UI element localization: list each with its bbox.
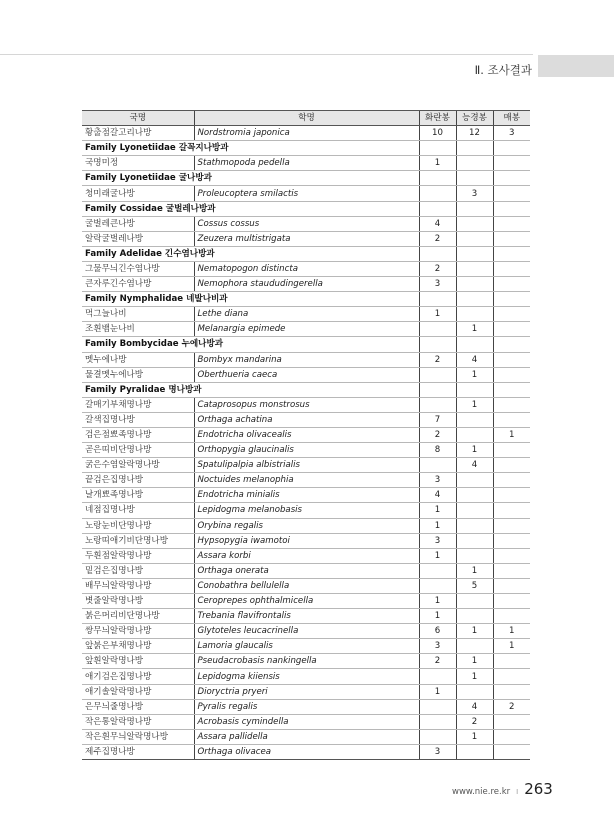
table-row bbox=[82, 744, 530, 759]
count-site-2: 1 bbox=[456, 367, 493, 382]
scientific-name: Lepidogma kiiensis bbox=[194, 669, 419, 684]
table-row bbox=[82, 714, 530, 729]
header-rule bbox=[0, 54, 533, 55]
count-site-1: 2 bbox=[419, 352, 456, 367]
scientific-name: Proleucoptera smilactis bbox=[194, 186, 419, 201]
scientific-name: Acrobasis cymindella bbox=[194, 714, 419, 729]
count-site-2: 4 bbox=[456, 699, 493, 714]
count-site-2: 1 bbox=[456, 443, 493, 458]
count-site-1: 1 bbox=[419, 503, 456, 518]
table-row bbox=[82, 684, 530, 699]
count-site-2 bbox=[456, 473, 493, 488]
count-cell bbox=[419, 382, 456, 397]
scientific-name: Zeuzera multistrigata bbox=[194, 231, 419, 246]
count-site-1 bbox=[419, 729, 456, 744]
count-site-1: 3 bbox=[419, 473, 456, 488]
count-site-2: 1 bbox=[456, 397, 493, 412]
korean-name: 청미래굴나방 bbox=[82, 186, 194, 201]
count-site-2: 3 bbox=[456, 186, 493, 201]
table-header-row bbox=[82, 111, 530, 126]
scientific-name: Oberthueria caeca bbox=[194, 367, 419, 382]
count-site-3 bbox=[493, 594, 530, 609]
count-site-2 bbox=[456, 503, 493, 518]
table-row bbox=[82, 458, 530, 473]
count-site-3 bbox=[493, 412, 530, 427]
table-row bbox=[82, 533, 530, 548]
count-site-1: 2 bbox=[419, 654, 456, 669]
count-site-1: 2 bbox=[419, 231, 456, 246]
korean-name: 애기검은집명나방 bbox=[82, 669, 194, 684]
scientific-name: Nemophora staududingerella bbox=[194, 277, 419, 292]
count-site-3 bbox=[493, 669, 530, 684]
count-site-1: 1 bbox=[419, 548, 456, 563]
count-site-2 bbox=[456, 744, 493, 759]
count-site-1: 1 bbox=[419, 156, 456, 171]
section-title: Ⅱ. 조사결과 bbox=[474, 63, 532, 77]
family-row bbox=[82, 141, 530, 156]
table-row bbox=[82, 563, 530, 578]
col-site-3: 매봉 bbox=[493, 111, 530, 126]
count-site-3 bbox=[493, 186, 530, 201]
count-site-2: 1 bbox=[456, 624, 493, 639]
family-label: Family Lyonetiidae 굴나방과 bbox=[82, 171, 419, 186]
scientific-name: Bombyx mandarina bbox=[194, 352, 419, 367]
table-row bbox=[82, 186, 530, 201]
scientific-name: Cossus cossus bbox=[194, 216, 419, 231]
korean-name: 작은통알락명나방 bbox=[82, 714, 194, 729]
count-cell bbox=[419, 141, 456, 156]
table-row bbox=[82, 654, 530, 669]
family-label: Family Nymphalidae 네발나비과 bbox=[82, 292, 419, 307]
count-site-1: 1 bbox=[419, 594, 456, 609]
table-row bbox=[82, 578, 530, 593]
family-row bbox=[82, 201, 530, 216]
scientific-name: Lethe diana bbox=[194, 307, 419, 322]
scientific-name: Dioryctria pryeri bbox=[194, 684, 419, 699]
count-site-2 bbox=[456, 594, 493, 609]
count-site-3 bbox=[493, 261, 530, 276]
count-site-2 bbox=[456, 277, 493, 292]
korean-name: 검은점뾰족명나방 bbox=[82, 427, 194, 442]
table-row bbox=[82, 352, 530, 367]
korean-name: 앞흰알락명나방 bbox=[82, 654, 194, 669]
count-site-1: 7 bbox=[419, 412, 456, 427]
count-site-3 bbox=[493, 488, 530, 503]
count-site-3 bbox=[493, 729, 530, 744]
count-site-1 bbox=[419, 367, 456, 382]
table-row bbox=[82, 367, 530, 382]
count-cell bbox=[456, 246, 493, 261]
count-site-1 bbox=[419, 186, 456, 201]
korean-name: 국명미정 bbox=[82, 156, 194, 171]
count-site-1: 1 bbox=[419, 518, 456, 533]
scientific-name: Conobathra bellulella bbox=[194, 578, 419, 593]
count-site-2: 12 bbox=[456, 126, 493, 141]
count-cell bbox=[419, 246, 456, 261]
family-label: Family Lyonetiidae 갈꼭지나방과 bbox=[82, 141, 419, 156]
count-site-3 bbox=[493, 548, 530, 563]
count-cell bbox=[456, 382, 493, 397]
scientific-name: Assara korbi bbox=[194, 548, 419, 563]
count-site-3 bbox=[493, 563, 530, 578]
count-site-1: 3 bbox=[419, 533, 456, 548]
table-row bbox=[82, 473, 530, 488]
table-row bbox=[82, 443, 530, 458]
chapter-tab bbox=[538, 55, 614, 77]
count-site-1 bbox=[419, 397, 456, 412]
count-site-2 bbox=[456, 261, 493, 276]
count-site-3 bbox=[493, 277, 530, 292]
korean-name: 조흰뱀눈나비 bbox=[82, 322, 194, 337]
count-site-3 bbox=[493, 473, 530, 488]
count-site-3: 1 bbox=[493, 624, 530, 639]
scientific-name: Nematopogon distincta bbox=[194, 261, 419, 276]
korean-name: 쌍무늬알락명나방 bbox=[82, 624, 194, 639]
table-row bbox=[82, 503, 530, 518]
table-row bbox=[82, 624, 530, 639]
korean-name: 끝검은집명나방 bbox=[82, 473, 194, 488]
table-row bbox=[82, 639, 530, 654]
korean-name: 날개뾰족명나방 bbox=[82, 488, 194, 503]
korean-name: 앞붉은부채명나방 bbox=[82, 639, 194, 654]
count-site-2 bbox=[456, 307, 493, 322]
scientific-name: Orybina regalis bbox=[194, 518, 419, 533]
scientific-name: Pyralis regalis bbox=[194, 699, 419, 714]
scientific-name: Cataprosopus monstrosus bbox=[194, 397, 419, 412]
table-row bbox=[82, 307, 530, 322]
scientific-name: Glytoteles leucacrinella bbox=[194, 624, 419, 639]
count-site-3 bbox=[493, 443, 530, 458]
korean-name: 두흰점알락명나방 bbox=[82, 548, 194, 563]
count-site-1 bbox=[419, 669, 456, 684]
count-site-3 bbox=[493, 231, 530, 246]
korean-name: 노랑띠애기비단명나방 bbox=[82, 533, 194, 548]
table-row bbox=[82, 427, 530, 442]
count-site-3 bbox=[493, 609, 530, 624]
count-site-2: 1 bbox=[456, 729, 493, 744]
table-row bbox=[82, 216, 530, 231]
count-site-2 bbox=[456, 488, 493, 503]
korean-name: 굴벌레큰나방 bbox=[82, 216, 194, 231]
korean-name: 은무늬줄명나방 bbox=[82, 699, 194, 714]
count-site-3 bbox=[493, 397, 530, 412]
count-site-1 bbox=[419, 322, 456, 337]
footer-separator: I bbox=[516, 788, 519, 796]
count-site-2 bbox=[456, 639, 493, 654]
count-site-2: 1 bbox=[456, 654, 493, 669]
korean-name: 작은흰무늬알락명나방 bbox=[82, 729, 194, 744]
scientific-name: Assara pallidella bbox=[194, 729, 419, 744]
scientific-name: Orthaga onerata bbox=[194, 563, 419, 578]
count-site-2 bbox=[456, 427, 493, 442]
family-label: Family Cossidae 굴벌레나방과 bbox=[82, 201, 419, 216]
table-row bbox=[82, 322, 530, 337]
count-site-2 bbox=[456, 412, 493, 427]
count-cell bbox=[456, 292, 493, 307]
count-site-1 bbox=[419, 578, 456, 593]
count-site-2 bbox=[456, 548, 493, 563]
count-site-1: 10 bbox=[419, 126, 456, 141]
count-site-3 bbox=[493, 503, 530, 518]
family-row bbox=[82, 246, 530, 261]
korean-name: 물결멧누에나방 bbox=[82, 367, 194, 382]
count-site-1: 6 bbox=[419, 624, 456, 639]
scientific-name: Ceroprepes ophthalmicella bbox=[194, 594, 419, 609]
count-site-1 bbox=[419, 458, 456, 473]
count-site-3: 1 bbox=[493, 639, 530, 654]
scientific-name: Endotricha olivacealis bbox=[194, 427, 419, 442]
scientific-name: Spatulipalpia albistrialis bbox=[194, 458, 419, 473]
scientific-name: Hypsopygia iwamotoi bbox=[194, 533, 419, 548]
count-site-3 bbox=[493, 518, 530, 533]
table-row bbox=[82, 412, 530, 427]
count-site-2: 1 bbox=[456, 563, 493, 578]
korean-name: 황출점갈고리나방 bbox=[82, 126, 194, 141]
count-site-2: 2 bbox=[456, 714, 493, 729]
family-row bbox=[82, 171, 530, 186]
count-site-1: 1 bbox=[419, 684, 456, 699]
count-site-3 bbox=[493, 744, 530, 759]
table-row bbox=[82, 261, 530, 276]
count-cell bbox=[493, 201, 530, 216]
col-scientific-name: 학명 bbox=[194, 111, 419, 126]
count-site-1: 1 bbox=[419, 609, 456, 624]
family-label: Family Bombycidae 누에나방과 bbox=[82, 337, 419, 352]
scientific-name: Orthaga olivacea bbox=[194, 744, 419, 759]
col-site-2: 능경봉 bbox=[456, 111, 493, 126]
count-cell bbox=[493, 337, 530, 352]
count-cell bbox=[493, 246, 530, 261]
count-site-3 bbox=[493, 216, 530, 231]
count-site-2 bbox=[456, 156, 493, 171]
count-site-1 bbox=[419, 563, 456, 578]
count-cell bbox=[493, 382, 530, 397]
scientific-name: Lepidogma melanobasis bbox=[194, 503, 419, 518]
table-row bbox=[82, 518, 530, 533]
count-site-1: 4 bbox=[419, 216, 456, 231]
count-site-2: 5 bbox=[456, 578, 493, 593]
col-site-1: 화란봉 bbox=[419, 111, 456, 126]
scientific-name: Trebania flavifrontalis bbox=[194, 609, 419, 624]
korean-name: 붉은머리비단명나방 bbox=[82, 609, 194, 624]
korean-name: 곧은띠비단명나방 bbox=[82, 443, 194, 458]
scientific-name: Stathmopoda pedella bbox=[194, 156, 419, 171]
count-cell bbox=[456, 201, 493, 216]
count-cell bbox=[456, 171, 493, 186]
korean-name: 네점집명나방 bbox=[82, 503, 194, 518]
table-row bbox=[82, 594, 530, 609]
table-row bbox=[82, 156, 530, 171]
table-row bbox=[82, 126, 530, 141]
korean-name: 그물무늬긴수염나방 bbox=[82, 261, 194, 276]
family-label: Family Pyralidae 명나방과 bbox=[82, 382, 419, 397]
count-site-3 bbox=[493, 367, 530, 382]
table-row bbox=[82, 699, 530, 714]
count-site-3: 3 bbox=[493, 126, 530, 141]
table-row bbox=[82, 729, 530, 744]
korean-name: 갈매기부채명나방 bbox=[82, 397, 194, 412]
count-site-3 bbox=[493, 533, 530, 548]
korean-name: 밑검은집명나방 bbox=[82, 563, 194, 578]
count-site-2 bbox=[456, 231, 493, 246]
page-number: 263 bbox=[524, 780, 553, 798]
count-cell bbox=[493, 292, 530, 307]
count-cell bbox=[419, 201, 456, 216]
korean-name: 갈색집명나방 bbox=[82, 412, 194, 427]
count-site-3 bbox=[493, 156, 530, 171]
count-site-3 bbox=[493, 684, 530, 699]
count-site-1: 3 bbox=[419, 277, 456, 292]
count-site-3 bbox=[493, 352, 530, 367]
count-site-2 bbox=[456, 684, 493, 699]
family-row bbox=[82, 382, 530, 397]
count-site-3 bbox=[493, 654, 530, 669]
table-row bbox=[82, 231, 530, 246]
korean-name: 제주집명나방 bbox=[82, 744, 194, 759]
count-site-1 bbox=[419, 714, 456, 729]
count-site-1: 1 bbox=[419, 307, 456, 322]
website-url: www.nie.re.kr bbox=[452, 787, 511, 797]
count-cell bbox=[456, 337, 493, 352]
count-cell bbox=[419, 292, 456, 307]
count-site-2 bbox=[456, 533, 493, 548]
count-site-3 bbox=[493, 458, 530, 473]
count-site-3: 2 bbox=[493, 699, 530, 714]
scientific-name: Melanargia epimede bbox=[194, 322, 419, 337]
count-site-2 bbox=[456, 518, 493, 533]
count-site-3 bbox=[493, 714, 530, 729]
family-label: Family Adelidae 긴수염나방과 bbox=[82, 246, 419, 261]
count-site-1 bbox=[419, 699, 456, 714]
scientific-name: Nordstromia japonica bbox=[194, 126, 419, 141]
count-site-2 bbox=[456, 609, 493, 624]
korean-name: 먹그늘나비 bbox=[82, 307, 194, 322]
count-site-1: 4 bbox=[419, 488, 456, 503]
korean-name: 노랑눈비단명나방 bbox=[82, 518, 194, 533]
table-row bbox=[82, 609, 530, 624]
korean-name: 볏줄알락명나방 bbox=[82, 594, 194, 609]
scientific-name: Endotricha minialis bbox=[194, 488, 419, 503]
count-site-2 bbox=[456, 216, 493, 231]
count-site-1: 2 bbox=[419, 427, 456, 442]
count-site-2: 4 bbox=[456, 458, 493, 473]
page-footer bbox=[452, 780, 553, 798]
family-row bbox=[82, 292, 530, 307]
count-site-1: 3 bbox=[419, 744, 456, 759]
korean-name: 알락굴벌레나방 bbox=[82, 231, 194, 246]
count-cell bbox=[493, 141, 530, 156]
table-row bbox=[82, 669, 530, 684]
korean-name: 애기솔알락명나방 bbox=[82, 684, 194, 699]
count-site-3 bbox=[493, 307, 530, 322]
korean-name: 큰자루긴수염나방 bbox=[82, 277, 194, 292]
korean-name: 배무늬알락명나방 bbox=[82, 578, 194, 593]
table-row bbox=[82, 277, 530, 292]
table-row bbox=[82, 397, 530, 412]
korean-name: 멧누에나방 bbox=[82, 352, 194, 367]
count-cell bbox=[456, 141, 493, 156]
species-table bbox=[82, 110, 530, 760]
count-cell bbox=[419, 171, 456, 186]
count-site-3 bbox=[493, 322, 530, 337]
table-row bbox=[82, 488, 530, 503]
scientific-name: Orthaga achatina bbox=[194, 412, 419, 427]
korean-name: 굵은수염알락명나방 bbox=[82, 458, 194, 473]
scientific-name: Pseudacrobasis nankingella bbox=[194, 654, 419, 669]
count-cell bbox=[493, 171, 530, 186]
col-korean-name: 국명 bbox=[82, 111, 194, 126]
count-site-2: 1 bbox=[456, 322, 493, 337]
count-site-3 bbox=[493, 578, 530, 593]
scientific-name: Lamoria glaucalis bbox=[194, 639, 419, 654]
family-row bbox=[82, 337, 530, 352]
count-site-1: 8 bbox=[419, 443, 456, 458]
scientific-name: Orthopygia glaucinalis bbox=[194, 443, 419, 458]
count-site-1: 3 bbox=[419, 639, 456, 654]
count-site-2: 4 bbox=[456, 352, 493, 367]
count-site-1: 2 bbox=[419, 261, 456, 276]
table-row bbox=[82, 548, 530, 563]
count-site-3: 1 bbox=[493, 427, 530, 442]
count-site-2: 1 bbox=[456, 669, 493, 684]
scientific-name: Noctuides melanophia bbox=[194, 473, 419, 488]
count-cell bbox=[419, 337, 456, 352]
